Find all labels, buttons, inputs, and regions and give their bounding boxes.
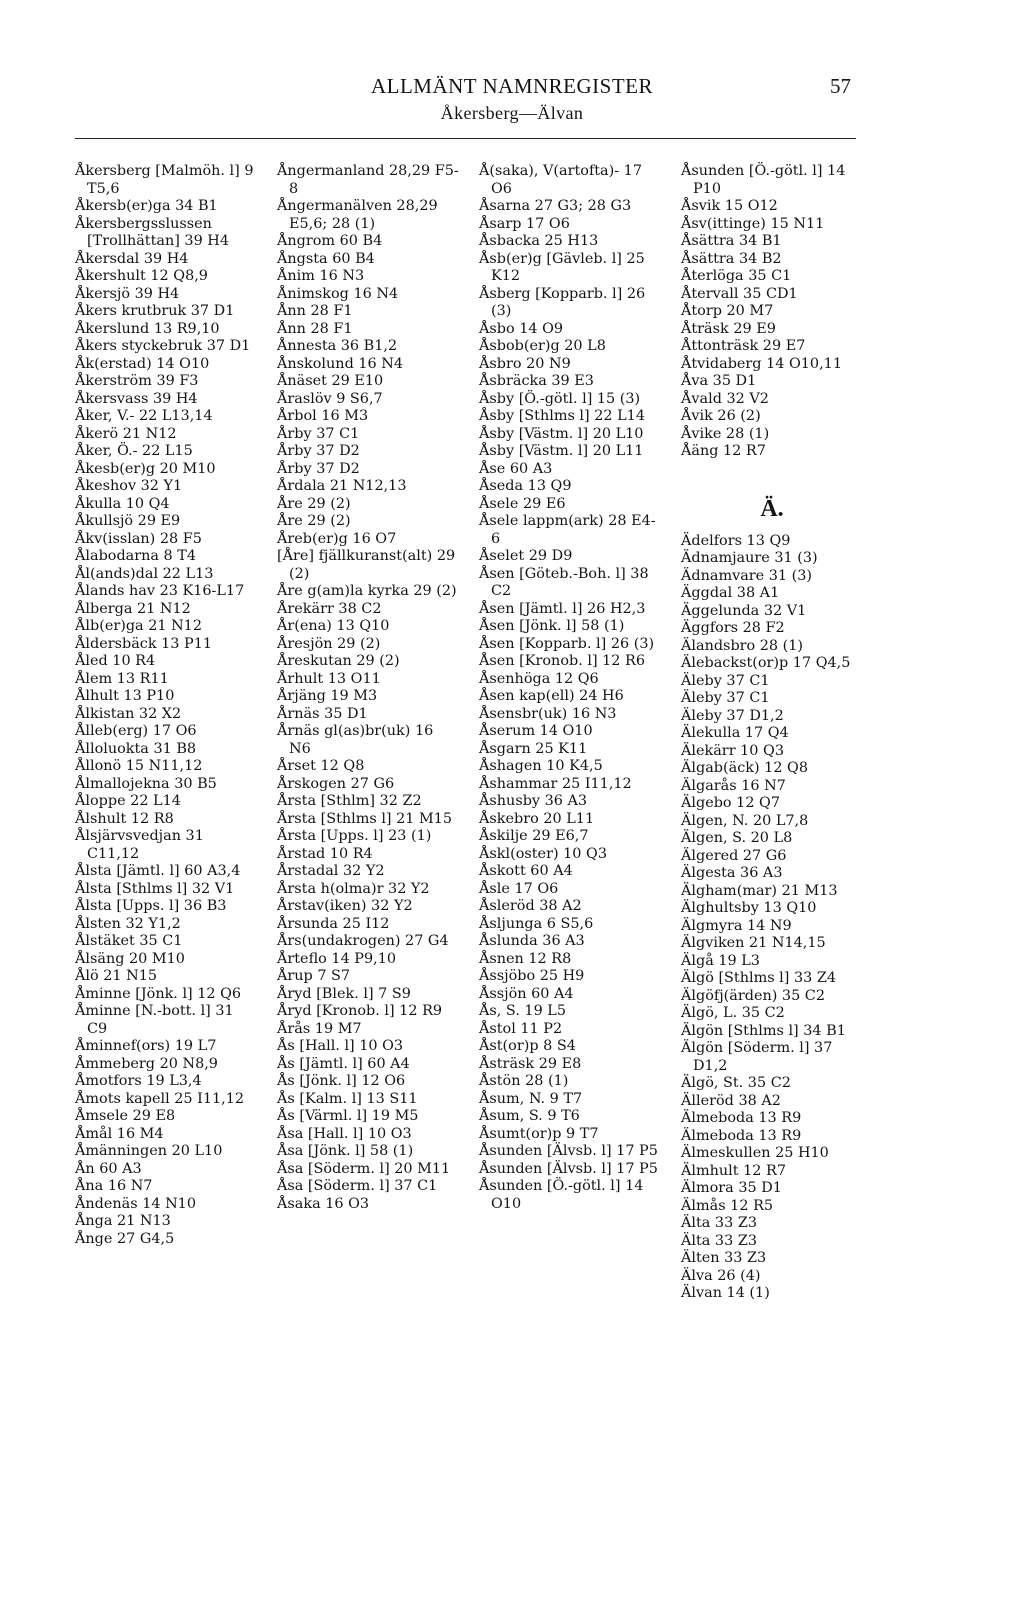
index-entry: Årby 37 C1 [277,425,360,442]
index-entry: Älgön [Söderm. l] 37 D1,2 [681,1040,833,1074]
index-entry: Åre g(am)la kyrka 29 (2) [277,583,457,599]
index-entry: Åvald 32 V2 [681,390,769,407]
index-entry: Åsen [Jönk. l] 58 (1) [479,618,625,634]
index-entry: Ålberga 21 N12 [75,600,191,617]
index-entry: Ås [Värml. l] 19 M5 [277,1108,419,1124]
index-entry: Åkesb(er)g 20 M10 [75,460,216,477]
index-entry: Åmotfors 19 L3,4 [75,1073,202,1089]
index-entry: Åskl(oster) 10 Q3 [479,845,607,862]
index-entry: Åminne [Jönk. l] 12 Q6 [75,985,242,1002]
index-entry: Åvike 28 (1) [681,425,770,442]
index-entry: Årnäs 35 D1 [277,705,368,722]
index-entry: Årskogen 27 G6 [277,775,395,792]
index-entry: Åsberg [Kopparb. l] 26 (3) [479,285,646,319]
index-entry: Älmeboda 13 R9 [681,1127,802,1144]
index-entry: Årby 37 D2 [277,460,360,477]
index-entry: Ånim 16 N3 [277,268,365,284]
index-entry: Åsträsk 29 E8 [479,1055,582,1072]
index-entry: Åsum, S. 9 T6 [479,1108,580,1124]
index-entry: Åtorp 20 M7 [681,303,774,319]
index-entry: Ålsta [Sthlms l] 32 V1 [75,880,235,897]
index-entry: Åssjön 60 A4 [479,985,574,1002]
index-entry: Ångermanälven 28,29 E5,6; 28 (1) [277,198,438,232]
index-entry: Åskebro 20 L11 [479,810,595,827]
index-entry: Älta 33 Z3 [681,1232,757,1249]
index-entry: Ås, S. 19 L5 [479,1003,567,1019]
page-number: 57 [830,74,851,98]
index-entry: Älekulla 17 Q4 [681,725,789,741]
index-entry: Åreskutan 29 (2) [277,653,400,669]
index-entry: Åsen kap(ell) 24 H6 [479,688,624,704]
index-entry: Åsb(er)g [Gävleb. l] 25 K12 [479,250,645,284]
index-entry: Älten 33 Z3 [681,1250,767,1266]
index-entry: Åsele 29 E6 [479,495,566,512]
index-entry: Åttonträsk 29 E7 [681,338,806,354]
index-entry: Åndenäs 14 N10 [75,1195,196,1212]
index-entry: Återvall 35 CD1 [681,285,798,302]
index-entry: Åse 60 A3 [479,460,553,477]
index-entry: Åsenhöga 12 Q6 [479,670,599,687]
index-entry: Åsunden [Älvsb. l] 17 P5 [479,1160,658,1177]
index-entry: Ånnesta 36 B1,2 [277,338,398,354]
index-entry: Ålsäng 20 M10 [75,950,185,967]
index-entry: Ånskolund 16 N4 [277,355,403,372]
index-entry: Ångsta 60 B4 [277,250,375,267]
index-entry: Älgebo 12 Q7 [681,795,781,811]
index-entry: Ångermanland 28,29 F5-8 [277,163,459,197]
index-entry: Åsle 17 O6 [479,880,559,897]
index-entry: Åvik 26 (2) [681,408,761,424]
index-entry: Älmhult 12 R7 [681,1162,787,1179]
index-entry: Ålshult 12 R8 [75,810,174,827]
index-entry: Åkersb(er)ga 34 B1 [75,198,218,214]
index-entry: Åmmeberg 20 N8,9 [75,1055,218,1072]
index-entry: Ål(ands)dal 22 L13 [75,565,214,582]
index-entry: Åsa [Söderm. l] 20 M11 [277,1160,451,1177]
index-entry: Åsen [Kopparb. l] 26 (3) [479,635,655,652]
index-entry: Åryd [Kronob. l] 12 R9 [277,1003,443,1019]
index-entry: Åkersdal 39 H4 [75,250,189,267]
index-entry: Åminnef(ors) 19 L7 [75,1038,217,1054]
index-entry: Årjäng 19 M3 [277,688,378,704]
index-entry: Älghultsby 13 Q10 [681,900,817,916]
index-entry: Åre 29 (2) [277,495,351,512]
index-entry: Älvan 14 (1) [681,1285,770,1301]
index-entry: Åna 16 N7 [75,1178,153,1194]
section-letter-heading: Ä. [760,495,784,522]
index-entry: Åsbräcka 39 E3 [479,373,594,389]
index-entry: Åsv(ittinge) 15 N11 [681,215,825,232]
index-entry: Ålem 13 R11 [75,670,169,687]
index-entry: Älmeboda 13 R9 [681,1110,802,1126]
index-entry: Åkerström 39 F3 [75,373,199,389]
index-entry: Återlöga 35 C1 [681,268,792,284]
index-entry: Ångrom 60 B4 [277,233,383,249]
index-entry: Ålsta [Upps. l] 36 B3 [75,898,227,914]
index-entry: Åminne [N.-bott. l] 31 C9 [75,1003,234,1037]
index-entry: Ånn 28 F1 [277,320,353,337]
index-entry: Ålleb(erg) 17 O6 [75,723,197,739]
index-entry: Åkullsjö 29 E9 [75,513,181,529]
index-entry: Åsa [Jönk. l] 58 (1) [277,1143,414,1159]
index-entry: Årbol 16 M3 [277,408,369,424]
index-entry: Älgön [Sthlms l] 34 B1 [681,1022,846,1039]
index-entry: Älgen, N. 20 L7,8 [681,812,809,829]
index-entry: Åslunda 36 A3 [479,933,585,949]
index-entry: Ålhult 13 P10 [75,688,175,704]
index-entry: Åmål 16 M4 [75,1125,164,1142]
index-entry: Åkersberg [Malmöh. l] 9 T5,6 [75,163,254,197]
page-subtitle: Åkersberg—Älvan [440,103,584,123]
index-entry: Åker, Ö.- 22 L15 [75,443,193,459]
index-entry: Åsby [Västm. l] 20 L11 [479,443,644,459]
index-entry: År(ena) 13 Q10 [277,618,390,634]
index-entry: Ållonö 15 N11,12 [75,758,203,774]
index-entry: Älgen, S. 20 L8 [681,830,793,846]
index-entry: Älmeskullen 25 H10 [681,1145,829,1161]
index-entry: Åstön 28 (1) [479,1073,569,1089]
index-entry: Åtvidaberg 14 O10,11 [681,355,842,372]
index-entry: Älgmyra 14 N9 [681,917,792,934]
index-entry: Åshammar 25 I11,12 [479,775,632,792]
index-entry: Älmora 35 D1 [681,1180,782,1196]
index-entry: Åsättra 34 B1 [681,233,782,249]
index-entry: Ålstäket 35 C1 [75,933,183,949]
index-entry: Ålloluokta 31 B8 [75,740,197,757]
index-entry: Åshagen 10 K4,5 [479,758,603,774]
index-entry: Åre 29 (2) [277,513,351,529]
index-entry: Åskott 60 A4 [479,863,573,879]
index-entry: Åsaka 16 O3 [277,1195,370,1212]
index-entry: Åresjön 29 (2) [277,635,381,652]
index-entry: Åraslöv 9 S6,7 [277,390,383,407]
index-entry: Århult 13 O11 [277,670,381,687]
index-entry: Åloppe 22 L14 [75,793,181,809]
index-entry: Åselet 29 D9 [479,548,573,564]
index-entry: Älgviken 21 N14,15 [681,935,826,951]
index-entry: Ålmallojekna 30 B5 [75,775,217,792]
index-entry: Åsa [Hall. l] 10 O3 [277,1125,412,1142]
index-entry: Åsbro 20 N9 [479,355,571,372]
index-entry: Årup 7 S7 [277,968,351,984]
index-entry: Åkulla 10 Q4 [75,495,170,512]
index-entry: Älandsbro 28 (1) [681,637,804,654]
index-entry: Ås [Jämtl. l] 60 A4 [277,1055,410,1072]
index-entry: Åsljunga 6 S5,6 [479,915,594,932]
index-entry: Åkershult 12 Q8,9 [75,268,208,284]
index-entry: Älgö, L. 35 C2 [681,1005,785,1021]
index-entry: Åäng 12 R7 [681,443,766,459]
index-entry: Äleby 37 C1 [681,672,770,689]
index-entry: Åkv(isslan) 28 F5 [75,530,202,547]
index-entry: Ån 60 A3 [75,1160,142,1177]
index-entry: Årsunda 25 I12 [277,915,390,932]
index-entry: Älmås 12 R5 [681,1197,774,1214]
index-entry: Äleby 37 C1 [681,690,770,706]
index-column-3 [479,163,661,1213]
index-entry: Älta 33 Z3 [681,1215,757,1231]
index-entry: Ålb(er)ga 21 N12 [75,618,202,634]
index-entry: Åsby [Sthlms l] 22 L14 [479,408,645,424]
index-entry: Ånimskog 16 N4 [277,285,399,302]
index-entry: Årteflo 14 P9,10 [277,950,397,967]
header-rule [75,138,856,139]
index-entry: Älgham(mar) 21 M13 [681,882,838,899]
index-entry: Ädnamjaure 31 (3) [681,550,818,566]
index-entry: Årås 19 M7 [277,1020,362,1037]
index-entry: Åsleröd 38 A2 [479,898,582,914]
index-entry: Årsta [Sthlms l] 21 M15 [277,810,453,827]
index-entry: Åkerö 21 N12 [75,425,177,442]
index-entry: Åshusby 36 A3 [479,793,588,809]
index-entry: Åsnen 12 R8 [479,950,572,967]
index-entry: Älgarås 16 N7 [681,777,786,794]
index-entry: Åsättra 34 B2 [681,250,782,267]
index-entry: Årset 12 Q8 [277,758,365,774]
index-entry: Åsen [Jämtl. l] 26 H2,3 [479,600,646,617]
index-entry: Åsarp 17 O6 [479,215,570,232]
index-entry: Årekärr 38 C2 [277,600,382,617]
index-entry: Åsgarn 25 K11 [479,740,588,757]
index-entry: Åsbo 14 O9 [479,320,564,337]
index-column-2 [277,163,459,1213]
index-entry: Årstadal 32 Y2 [277,863,385,879]
index-entry: Äggdal 38 A1 [681,585,780,601]
index-entry: [Åre] fjällkuranst(alt) 29 (2) [277,548,456,582]
index-entry: Åled 10 R4 [75,653,156,669]
index-entry: Åkersjö 39 H4 [75,285,180,302]
index-entry: Älgöfj(ärden) 35 C2 [681,987,825,1004]
index-entry: Ås [Jönk. l] 12 O6 [277,1073,406,1089]
index-entry: Å(saka), V(artofta)- 17 O6 [479,163,642,197]
index-entry: Ädelfors 13 Q9 [681,532,791,549]
index-entry: Årdala 21 N12,13 [277,478,407,494]
index-entry: Åsby [Västm. l] 20 L10 [479,425,644,442]
index-entry: Älebackst(or)p 17 Q4,5 [681,655,851,671]
index-entry: Åträsk 29 E9 [681,320,776,337]
index-entry: Åmänningen 20 L10 [75,1143,223,1159]
index-entry: Åsunden [Ö.-götl. l] 14 O10 [479,1178,644,1212]
index-entry: Åskilje 29 E6,7 [479,828,589,844]
index-entry: Älva 26 (4) [681,1267,761,1284]
index-entry: Åreb(er)g 16 O7 [277,530,397,547]
index-entry: Årsta [Sthlm] 32 Z2 [277,793,422,809]
index-entry: Ålands hav 23 K16-L17 [75,583,245,599]
index-entry: Ålö 21 N15 [75,968,158,984]
index-entry: Åkersvass 39 H4 [75,390,198,407]
index-entry: Årsta [Upps. l] 23 (1) [277,828,432,844]
index-entry: Åsvik 15 O12 [681,198,778,214]
index-column-1 [75,163,257,1248]
index-entry: Åsbob(er)g 20 L8 [479,338,606,354]
index-entry: Årstav(iken) 32 Y2 [277,898,413,914]
index-entry: Ånge 27 G4,5 [75,1230,175,1247]
index-entry: Åker, V.- 22 L13,14 [75,408,213,424]
index-entry: Åkers styckebruk 37 D1 [75,338,251,354]
index-entry: Åsby [Ö.-götl. l] 15 (3) [479,390,641,407]
index-entry: Älekärr 10 Q3 [681,742,784,759]
index-entry: Ånn 28 F1 [277,303,353,319]
index-entry: Åkerslund 13 R9,10 [75,320,220,337]
index-entry: Åmsele 29 E8 [75,1108,176,1124]
index-entry: Åkers krutbruk 37 D1 [75,303,235,319]
index-entry: Äleby 37 D1,2 [681,707,784,724]
index-entry: Ålsten 32 Y1,2 [75,915,181,932]
index-entry: Åmots kapell 25 I11,12 [75,1090,245,1107]
index-entry: Åkeshov 32 Y1 [75,478,183,494]
index-entry: Ålabodarna 8 T4 [75,548,197,564]
index-entry: Åsen [Göteb.-Boh. l] 38 C2 [479,565,649,599]
index-column-4 [681,163,863,1303]
index-entry: Älleröd 38 A2 [681,1092,781,1109]
index-entry: Älgered 27 G6 [681,847,787,864]
index-entry: Åsbacka 25 H13 [479,233,599,249]
index-entry: Åva 35 D1 [681,373,757,389]
index-entry: Årby 37 D2 [277,443,360,459]
index-entry: Åldersbäck 13 P11 [75,635,213,652]
index-entry: Åsumt(or)p 9 T7 [479,1125,599,1142]
index-entry: Åsen [Kronob. l] 12 R6 [479,653,646,669]
index-entry: Åk(erstad) 14 O10 [75,355,210,372]
index-entry: Åkersbergsslussen [Trollhättan] 39 H4 [75,215,230,249]
index-entry: Årstad 10 R4 [277,845,373,862]
index-entry: Åserum 14 O10 [479,723,593,739]
index-entry: Ädnamvare 31 (3) [681,567,813,584]
index-entry: Ånga 21 N13 [75,1213,171,1229]
index-entry: Älgesta 36 A3 [681,865,783,881]
index-entry: Åryd [Blek. l] 7 S9 [277,985,411,1002]
index-entry: Åsensbr(uk) 16 N3 [479,705,617,722]
index-entry: Ås [Hall. l] 10 O3 [277,1038,404,1054]
index-entry: Årnäs gl(as)br(uk) 16 N6 [277,723,434,757]
index-entry: Ålsjärvsvedjan 31 C11,12 [75,828,204,862]
index-entry: Älgå 19 L3 [681,952,760,969]
index-entry: Ålsta [Jämtl. l] 60 A3,4 [75,863,241,879]
index-entry: Ånäset 29 E10 [277,373,384,389]
index-entry: Älgab(äck) 12 Q8 [681,760,809,776]
index-entry: Älgö [Sthlms l] 33 Z4 [681,970,837,986]
index-entry: Åssjöbo 25 H9 [479,968,585,984]
index-entry: Åsum, N. 9 T7 [479,1090,583,1107]
index-entry: Ås [Kalm. l] 13 S11 [277,1090,418,1107]
index-entry: Åsa [Söderm. l] 37 C1 [277,1178,438,1194]
index-entry: Åseda 13 Q9 [479,478,572,494]
index-entry: Åstol 11 P2 [479,1020,563,1037]
index-entry: Åsunden [Ö.-götl. l] 14 P10 [681,163,846,197]
page-title: ALLMÄNT NAMNREGISTER [370,74,654,98]
index-entry: Års(undakrogen) 27 G4 [277,933,449,949]
index-entry: Äggelunda 32 V1 [681,602,807,619]
index-entry: Åst(or)p 8 S4 [479,1038,576,1054]
index-entry: Ålkistan 32 X2 [75,705,182,722]
index-entry: Åsele lappm(ark) 28 E4-6 [479,513,656,547]
index-entry: Åsunden [Älvsb. l] 17 P5 [479,1143,658,1159]
index-entry: Äggfors 28 F2 [681,620,785,636]
index-entry: Årsta h(olma)r 32 Y2 [277,880,430,897]
index-entry: Älgö, St. 35 C2 [681,1075,791,1091]
index-entry: Åsarna 27 G3; 28 G3 [479,198,632,214]
